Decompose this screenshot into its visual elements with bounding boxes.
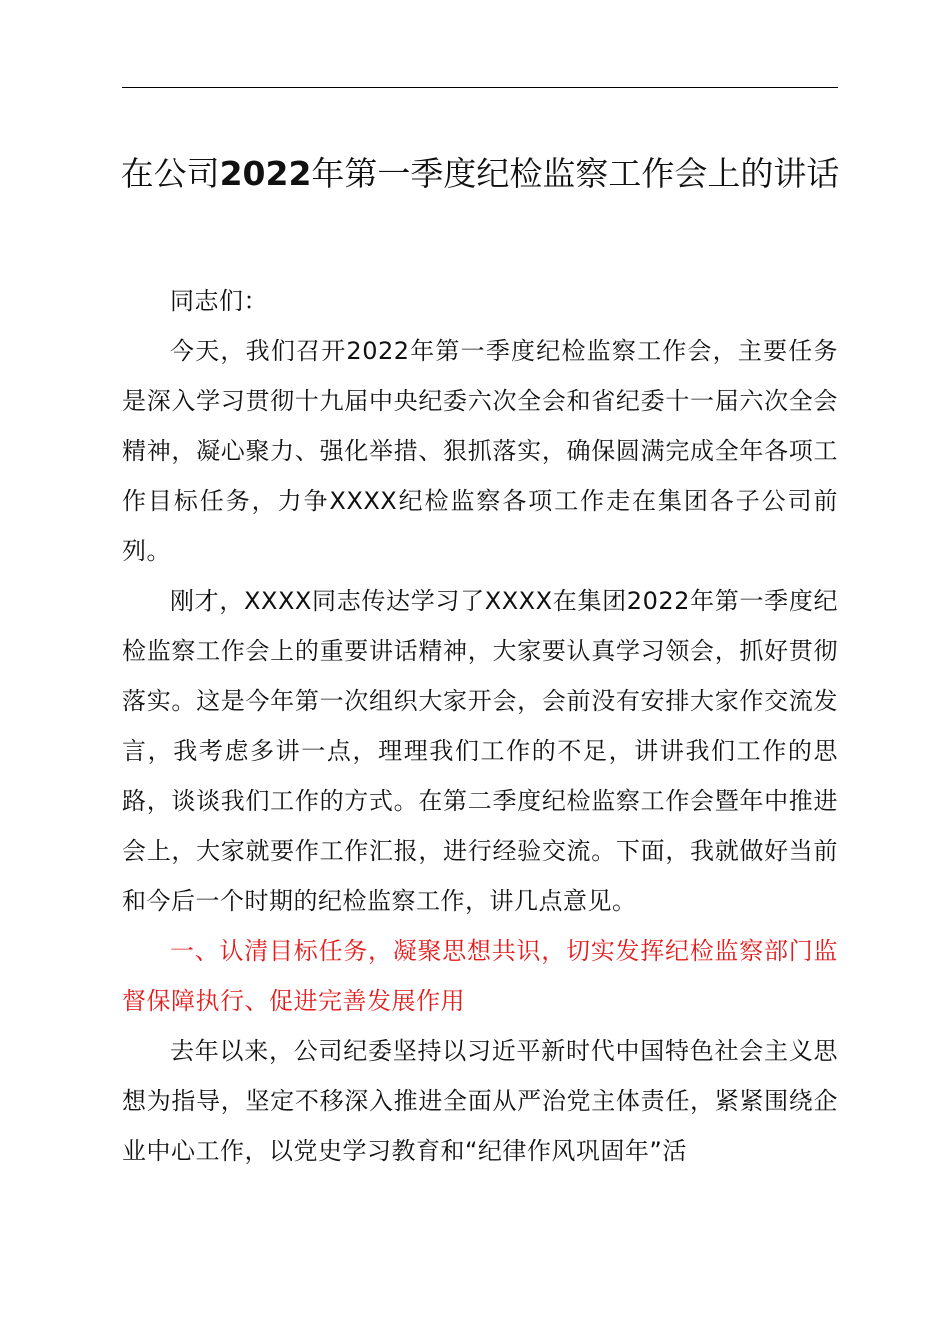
document-title (110, 150, 850, 198)
title-suffix: 年第一季度纪检监察工作会上的讲话 (311, 154, 840, 193)
paragraph-3: 去年以来，公司纪委坚持以习近平新时代中国特色社会主义思想为指导，坚定不移深入推进全面从严治党主体责任，紧紧围绕企业中心工作，以党史学习教育和“纪律作风巩固年”活 (122, 1037, 838, 1165)
title-year: 2022 (219, 154, 312, 193)
paragraph-2: 刚才，XXXX同志传达学习了XXXX在集团2022年第一季度纪检监察工作会上的重要讲话精神，大家要认真学习领会，抓好贯彻落实。这是今年第一次组织大家开会，会前没有安排大家作交流发言，我考虑多讲一点，理理我们工作的不足，讲讲我们工作的思路，谈谈我们工作的方式。在第二季度纪检监察工作会暨年中推进会上，大家就要作工作汇报，进行经验交流。下面，我就做好当前和今后一个时期的纪检监察工作，讲几点意见。 (122, 587, 838, 915)
title-prefix: 在公司 (120, 154, 220, 193)
salutation: 同志们： (170, 287, 268, 315)
header-rule (122, 87, 838, 88)
paragraph-1: 今天，我们召开2022年第一季度纪检监察工作会，主要任务是深入学习贯彻十九届中央纪委六次全会和省纪委十一届六次全会精神，凝心聚力、强化举措、狠抓落实，确保圆满完成全年各项工作目标任务，力争XXXX纪检监察各项工作走在集团各子公司前列。 (122, 337, 838, 565)
section-heading-1: 一、认清目标任务，凝聚思想共识，切实发挥纪检监察部门监督保障执行、促进完善发展作用 (122, 937, 838, 1015)
document-body (122, 276, 838, 1176)
